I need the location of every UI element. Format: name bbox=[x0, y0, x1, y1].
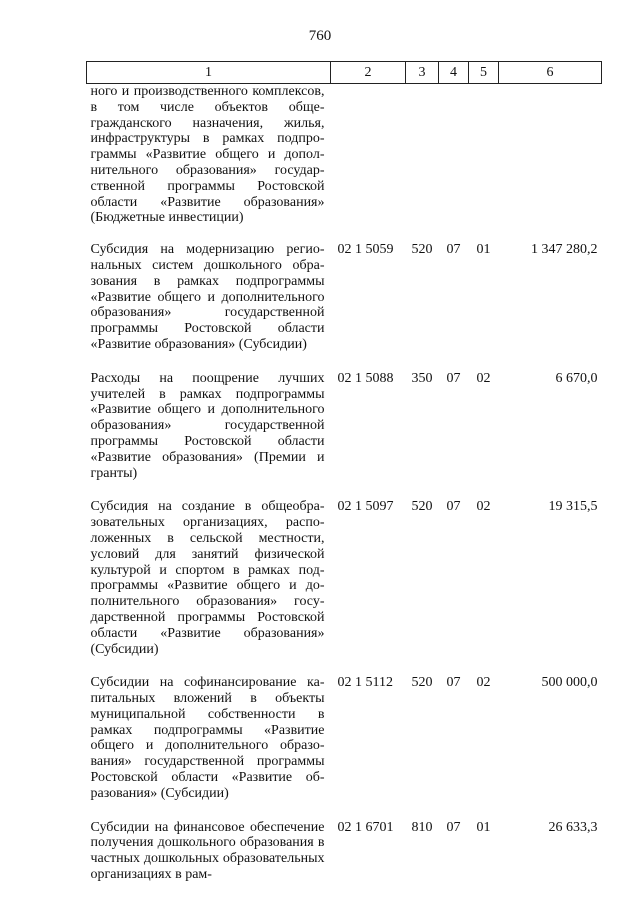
row-section: 07 bbox=[446, 499, 461, 515]
row-expense-type bbox=[406, 84, 439, 243]
table-row bbox=[87, 371, 602, 500]
row-subsection: 02 bbox=[476, 675, 491, 691]
row-amount: 6 670,0 bbox=[555, 370, 598, 386]
row-target-code bbox=[331, 84, 406, 243]
header-col-2: 2 bbox=[331, 62, 406, 84]
row-description: Расходы на поощрение лучших учителей в рамках подпрограммы «Развитие общего и дополнительного образования» государственной программы Ростовской области «Развитие образования» (Премии и гранты) bbox=[90, 370, 325, 481]
row-subsection: 01 bbox=[476, 819, 491, 835]
row-target-code: 02 1 5088 bbox=[337, 370, 394, 386]
row-description: Субсидии на финансовое обеспечение получения дошкольного образования в частных дошкольных образовательных организациях в рам- bbox=[90, 819, 325, 883]
row-expense-type: 520 bbox=[411, 242, 433, 258]
row-expense-type: 520 bbox=[411, 675, 433, 691]
row-expense-type: 810 bbox=[411, 819, 433, 835]
header-col-1: 1 bbox=[87, 62, 331, 84]
header-col-3: 3 bbox=[406, 62, 439, 84]
row-section: 07 bbox=[446, 242, 461, 258]
row-subsection bbox=[469, 84, 499, 243]
row-description: Субсидия на модернизацию региональных систем дошкольного образования в рамках подпрограммы «Развитие общего и дополнительного образования» государственной программы Ростовской области «Развитие образования» (Субсидии) bbox=[90, 242, 325, 352]
page-number: 760 bbox=[308, 28, 332, 44]
row-expense-type: 350 bbox=[411, 370, 433, 386]
row-description: Субсидия на создание в общеобразовательных организациях, расположенных в сельской местности, условий для занятий физической культурой и спортом в рамках подпрограммы «Развитие общего и дополнительного образования» государственной программы Ростовской области «Развитие образования» (Субсидии) bbox=[90, 499, 325, 657]
row-section: 07 bbox=[446, 370, 461, 386]
row-section: 07 bbox=[446, 675, 461, 691]
table-header bbox=[87, 62, 602, 84]
row-amount: 19 315,5 bbox=[548, 499, 598, 515]
table-row bbox=[87, 84, 602, 243]
row-amount: 26 633,3 bbox=[548, 819, 598, 835]
table-body bbox=[87, 84, 602, 901]
row-target-code: 02 1 5059 bbox=[337, 242, 394, 258]
row-target-code: 02 1 6701 bbox=[337, 819, 394, 835]
row-section: 07 bbox=[446, 819, 461, 835]
budget-table bbox=[86, 61, 602, 901]
row-subsection: 01 bbox=[476, 242, 491, 258]
row-description: ного и производственного комплексов, в том числе объектов общегражданского назначения, жилья, инфраструктуры в рамках подпрограммы «Развитие общего и дополнительного образования» государственной программы Ростовской области «Развитие образования» (Бюджетные инвестиции) bbox=[90, 84, 325, 226]
row-amount bbox=[499, 84, 602, 243]
row-description: Субсидии на софинансирование капитальных вложений в объекты муниципальной собственности в рамках подпрограммы «Развитие общего и дополнительного образования» государственной программы Ростовской области «Развитие образования» (Субсидии) bbox=[90, 675, 325, 801]
header-row bbox=[87, 62, 602, 84]
header-col-6: 6 bbox=[499, 62, 602, 84]
table-row bbox=[87, 499, 602, 675]
row-subsection: 02 bbox=[476, 499, 491, 515]
row-amount: 1 347 280,2 bbox=[531, 242, 598, 258]
row-amount: 500 000,0 bbox=[541, 675, 598, 691]
table-row bbox=[87, 820, 602, 901]
row-target-code: 02 1 5097 bbox=[337, 499, 394, 515]
row-target-code: 02 1 5112 bbox=[337, 675, 393, 691]
header-col-4: 4 bbox=[439, 62, 469, 84]
row-section bbox=[439, 84, 469, 243]
table-row bbox=[87, 242, 602, 371]
table-row bbox=[87, 675, 602, 819]
row-subsection: 02 bbox=[476, 370, 491, 386]
row-expense-type: 520 bbox=[411, 499, 433, 515]
header-col-5: 5 bbox=[469, 62, 499, 84]
